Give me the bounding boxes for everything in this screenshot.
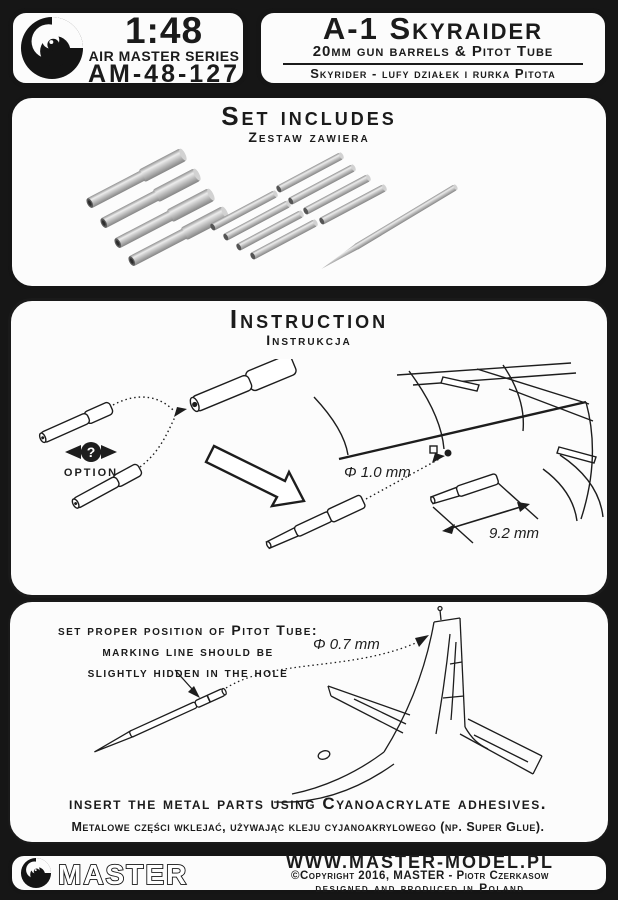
header-left-box <box>8 8 248 88</box>
product-title: A-1 Skyraider <box>322 11 544 46</box>
installed-barrel <box>429 473 499 506</box>
dotted-connector <box>140 417 175 467</box>
svg-text:MASTER: MASTER <box>58 859 189 890</box>
option-icon <box>65 442 117 462</box>
section-title-set: Set includes <box>221 101 397 131</box>
instruction-panel <box>8 298 610 598</box>
adhesive-note-pl: Metalowe części wklejać, używając kleju cyjanoakrylowego (np. Super Glue). <box>71 820 545 834</box>
route-arrowhead-icon <box>415 635 429 647</box>
main-barrel <box>187 359 297 416</box>
section-subtitle-instruction: Instrukcja <box>266 332 352 348</box>
barrel-hole <box>445 450 452 457</box>
guide-arrowhead-icon <box>432 453 445 463</box>
origin-label: designed and produced in Poland <box>315 881 525 895</box>
section-subtitle-set: Zestaw zawiera <box>248 129 370 145</box>
pitot-hole-diameter-label: Φ 0.7 mm <box>313 636 380 653</box>
pitot-note-line: set proper position of Pitot Tube: <box>57 622 319 638</box>
footer-logo-icon <box>20 857 52 889</box>
option-label: OPTION <box>63 467 119 479</box>
parts-render <box>12 146 607 286</box>
connector-arrowhead-icon <box>174 407 187 417</box>
header-right-box <box>256 8 610 88</box>
set-includes-panel <box>8 94 610 290</box>
section-title-instruction: Instruction <box>229 304 389 334</box>
brand-logo-icon <box>19 15 85 81</box>
footer-box <box>8 852 610 894</box>
instruction-diagram <box>11 359 607 595</box>
scale-label: 1:48 <box>124 10 204 51</box>
protrusion-length-label: 9.2 mm <box>489 525 540 542</box>
pitot-part-drawing <box>92 688 227 755</box>
header-divider <box>283 63 583 65</box>
website-label: WWW.MASTER-MODEL.PL <box>286 852 554 872</box>
svg-text:?: ? <box>86 444 96 460</box>
hole-diameter-label: Φ 1.0 mm <box>344 464 411 481</box>
note-arrowhead-icon <box>188 686 200 698</box>
note-pointer <box>175 670 193 690</box>
flow-arrow-icon <box>206 446 304 506</box>
dotted-connector <box>113 397 174 411</box>
product-subtitle-en: 20mm gun barrels & Pitot Tube <box>312 43 554 60</box>
product-subtitle-pl: Skyrider - lufy działek i rurka Pitota <box>310 66 556 81</box>
copyright-label: ©Copyright 2016, MASTER - Piotr Czerkasow <box>291 870 549 882</box>
brand-wordmark <box>56 858 226 890</box>
gun-barrel-large <box>84 147 230 268</box>
series-label: AIR MASTER SERIES <box>88 48 240 64</box>
product-code: AM-48-127 <box>87 60 241 88</box>
pitot-note-line: slightly hidden in the hole <box>87 664 289 680</box>
pitot-note-line: marking line should be <box>102 643 274 659</box>
adhesive-note-en: insert the metal parts using Cyanoacrylate adhesives. <box>69 794 547 813</box>
pitot-panel <box>8 600 610 844</box>
option-tip-a <box>38 401 114 444</box>
